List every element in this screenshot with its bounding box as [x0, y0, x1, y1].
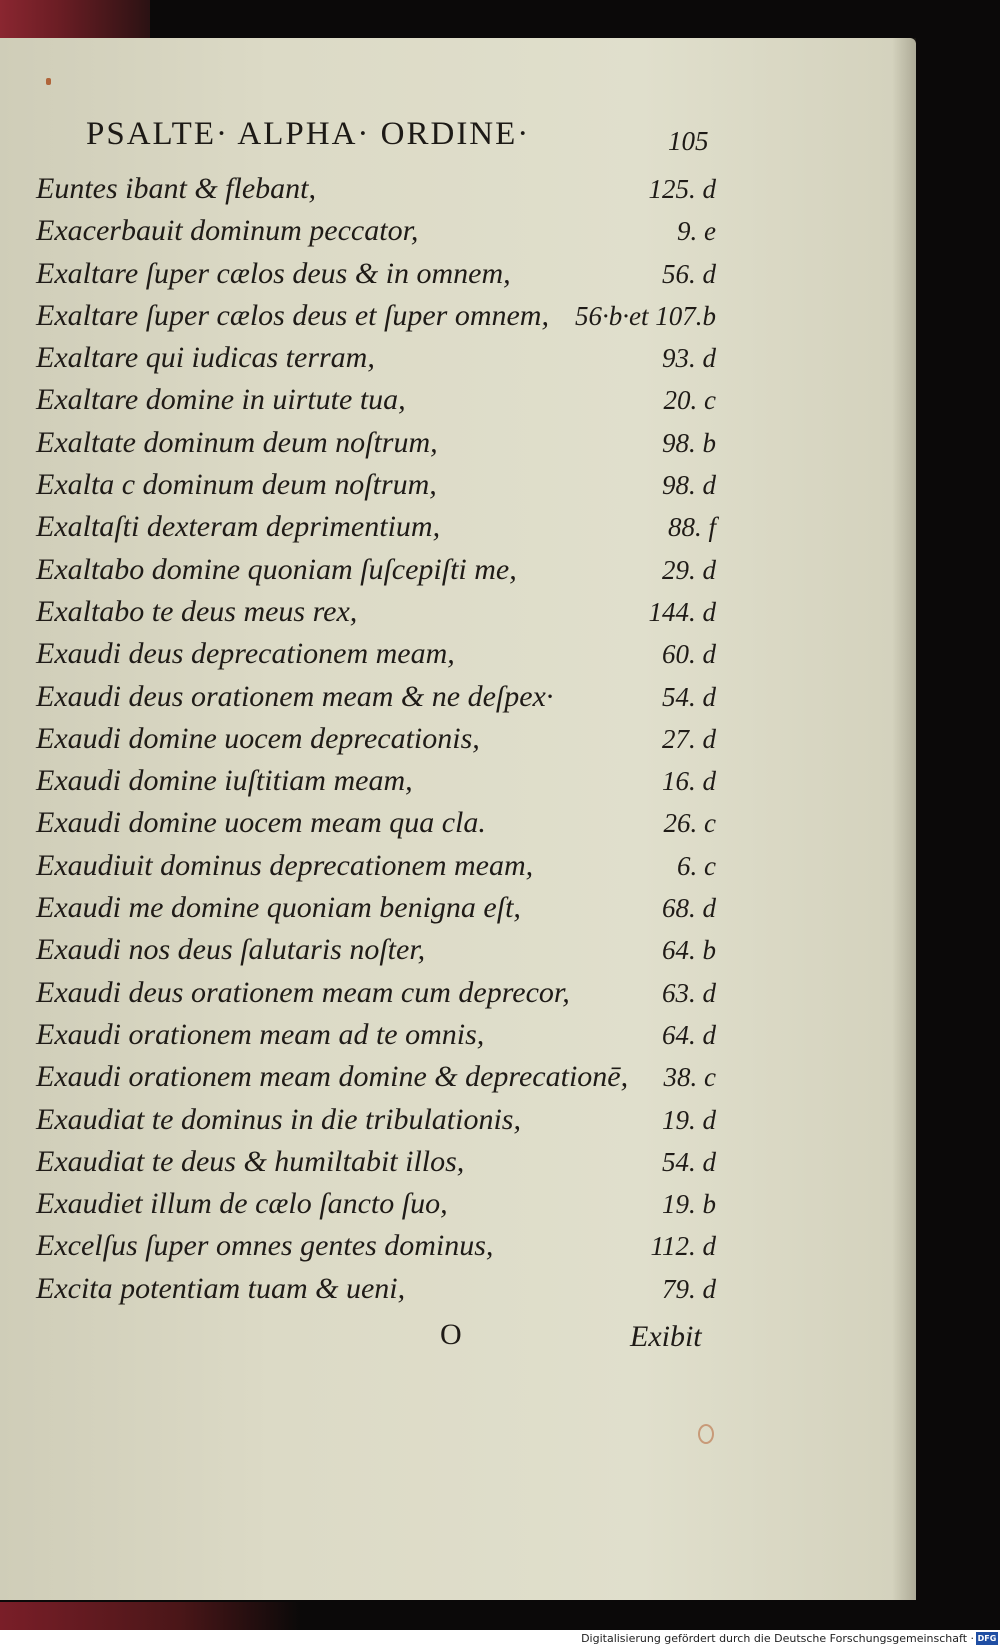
entry-text: Exaudi deus orationem meam cum deprecor, — [36, 975, 570, 1009]
entry-reference: 6. c — [677, 850, 716, 881]
index-entry — [36, 1141, 716, 1183]
entry-text: Exaudi deus deprecationem meam, — [36, 637, 455, 671]
index-entry — [36, 1225, 716, 1267]
entry-reference: 29. d — [662, 554, 716, 585]
entry-reference: 9. e — [677, 216, 716, 247]
entry-text: Exaudi domine iuſtitiam meam, — [36, 764, 413, 798]
entry-reference: 98. b — [662, 427, 716, 458]
entry-reference: 60. d — [662, 639, 716, 670]
entry-text: Exaltare qui iudicas terram, — [36, 341, 375, 375]
entry-reference: 26. c — [663, 808, 716, 839]
index-entry — [36, 422, 716, 464]
entry-text: Exaltare domine in uirtute tua, — [36, 383, 406, 417]
index-entry — [36, 760, 716, 802]
folio-number: 105 — [668, 126, 709, 156]
entry-text: Exacerbauit dominum peccator, — [36, 214, 419, 248]
dfg-logo: DFG — [977, 1634, 997, 1643]
entry-reference: 38. c — [663, 1062, 716, 1093]
entry-text: Exaudi me domine quoniam benigna eſt, — [36, 891, 521, 925]
entry-text: Exaudi deus orationem meam & ne deſpex· — [36, 679, 554, 713]
entry-reference: 54. d — [662, 681, 716, 712]
index-entry — [36, 1183, 716, 1225]
entry-text: Exaudi domine uocem meam qua cla. — [36, 806, 486, 840]
index-entry — [36, 972, 716, 1014]
index-entry — [36, 210, 716, 252]
index-entry — [36, 802, 716, 844]
paper-stain — [698, 1424, 714, 1444]
entry-reference: 56. d — [662, 258, 716, 289]
ink-mark — [46, 78, 51, 85]
signature-mark: O — [440, 1318, 462, 1351]
entry-text: Excelſus ſuper omnes gentes dominus, — [36, 1229, 494, 1263]
entry-text: Exaudi nos deus ſalutaris noſter, — [36, 933, 426, 967]
entry-text: Exaltare ſuper cælos deus & in omnem, — [36, 256, 511, 290]
entry-text: Exaudi orationem meam ad te omnis, — [36, 1017, 485, 1051]
entry-reference: 54. d — [662, 1146, 716, 1177]
entry-text: Exaudiat te deus & humiltabit illos, — [36, 1144, 465, 1178]
entry-reference: 144. d — [648, 596, 716, 627]
catchword: Exibit — [630, 1320, 702, 1353]
entry-reference: 16. d — [662, 766, 716, 797]
entry-text: Exaltate dominum deum noſtrum, — [36, 425, 438, 459]
entry-reference: 19. d — [662, 1104, 716, 1135]
entry-reference: 93. d — [662, 343, 716, 374]
index-entry — [36, 633, 716, 675]
entry-text: Exaltabo domine quoniam ſuſcepiſti me, — [36, 552, 517, 586]
index-entry — [36, 253, 716, 295]
entry-reference: 64. b — [662, 935, 716, 966]
entry-reference: 88. f — [667, 512, 716, 543]
index-entry — [36, 1268, 716, 1310]
page-gutter-shadow — [892, 38, 916, 1600]
entry-text: Exaudiet illum de cælo ſancto ſuo, — [36, 1187, 448, 1221]
index-entry — [36, 1099, 716, 1141]
entry-reference: 68. d — [662, 893, 716, 924]
index-entry — [36, 718, 716, 760]
entry-text: Exaudi orationem meam domine & deprecationē, — [36, 1060, 629, 1094]
index-entry — [36, 337, 716, 379]
entry-reference: 79. d — [662, 1273, 716, 1304]
book-cover-bottom — [0, 1602, 300, 1630]
index-entry — [36, 295, 716, 337]
index-entry — [36, 464, 716, 506]
index-entry — [36, 1014, 716, 1056]
entry-reference: 19. b — [662, 1189, 716, 1220]
entry-text: Exaudiat te dominus in die tribulationis, — [36, 1102, 521, 1136]
entry-text: Exaltabo te deus meus rex, — [36, 594, 358, 628]
entry-reference: 56·b·et 107.b — [575, 300, 716, 331]
index-entry — [36, 549, 716, 591]
entry-reference: 63. d — [662, 977, 716, 1008]
index-entry — [36, 676, 716, 718]
running-head: PSALTE· ALPHA· ORDINE· — [86, 116, 531, 152]
index-entry — [36, 845, 716, 887]
index-entry — [36, 929, 716, 971]
entry-text: Excita potentiam tuam & ueni, — [36, 1271, 406, 1305]
index-entry — [36, 168, 716, 210]
footer-credit: Digitalisierung gefördert durch die Deutsche Forschungsgemeinschaft · — [581, 1632, 974, 1645]
entry-reference: 27. d — [662, 723, 716, 754]
entry-reference: 125. d — [648, 174, 716, 204]
entry-text: Exaltare ſuper cælos deus et ſuper omnem, — [36, 298, 549, 332]
entry-text: Exalta c dominum deum noſtrum, — [36, 468, 437, 502]
entry-reference: 20. c — [663, 385, 716, 416]
entry-reference: 112. d — [650, 1231, 716, 1262]
entry-text: Euntes ibant & flebant, — [36, 172, 316, 205]
index-entries — [36, 168, 716, 1310]
index-entry — [36, 1056, 716, 1098]
index-entry — [36, 591, 716, 633]
entry-text: Exaudi domine uocem deprecationis, — [36, 721, 480, 755]
entry-text: Exaltaſti dexteram deprimentium, — [36, 510, 441, 544]
entry-reference: 64. d — [662, 1019, 716, 1050]
index-entry — [36, 379, 716, 421]
entry-reference: 98. d — [662, 470, 716, 501]
entry-text: Exaudiuit dominus deprecationem meam, — [36, 848, 534, 882]
index-entry — [36, 887, 716, 929]
index-entry — [36, 506, 716, 548]
